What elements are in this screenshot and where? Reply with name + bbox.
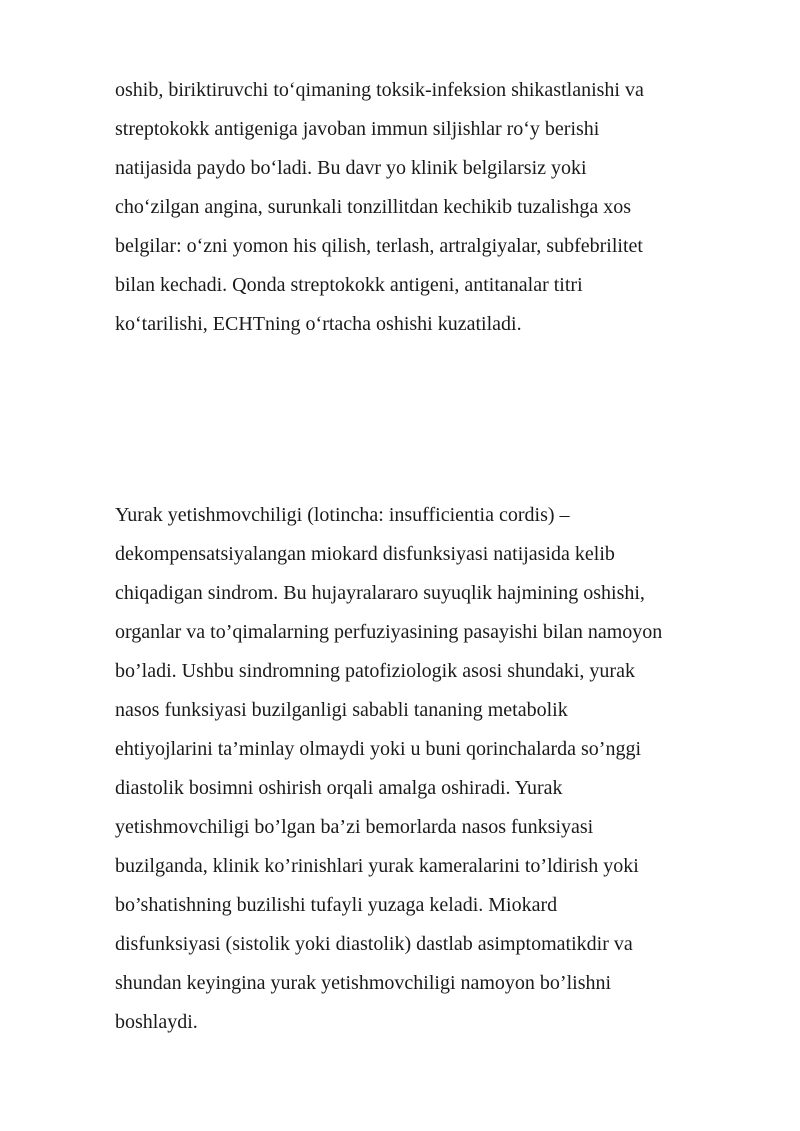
text-line: streptokokk antigeniga javoban immun siljishlar ro‘y berishi	[115, 118, 600, 140]
text-line: Yurak yetishmovchiligi (lotincha: insufficientia cordis) –	[115, 504, 570, 526]
text-line: boshlaydi.	[115, 1011, 198, 1033]
text-line: buzilganda, klinik ko’rinishlari yurak kameralarini to’ldirish yoki	[115, 855, 639, 877]
text-line: oshib, biriktiruvchi to‘qimaning toksik-infeksion shikastlanishi va	[115, 79, 644, 101]
text-line: belgilar: o‘zni yomon his qilish, terlash, artralgiyalar, subfebrilitet	[115, 235, 643, 257]
text-line: ehtiyojlarini ta’minlay olmaydi yoki u buni qorinchalarda so’nggi	[115, 738, 641, 760]
text-line: bilan kechadi. Qonda streptokokk antigeni, antitanalar titri	[115, 274, 583, 296]
text-line: natijasida paydo bo‘ladi. Bu davr yo klinik belgilarsiz yoki	[115, 157, 587, 179]
text-line: ko‘tarilishi, ECHTning o‘rtacha oshishi kuzatiladi.	[115, 313, 522, 335]
text-line: shundan keyingina yurak yetishmovchiligi namoyon bo’lishni	[115, 972, 612, 994]
text-line: cho‘zilgan angina, surunkali tonzillitdan kechikib tuzalishga xos	[115, 196, 631, 218]
text-line: organlar va to’qimalarning perfuziyasining pasayishi bilan namoyon	[115, 621, 663, 643]
text-line: disfunksiyasi (sistolik yoki diastolik) dastlab asimptomatikdir va	[115, 933, 633, 955]
text-line: bo’ladi. Ushbu sindromning patofiziologik asosi shundaki, yurak	[115, 660, 635, 682]
text-line: bo’shatishning buzilishi tufayli yuzaga keladi. Miokard	[115, 894, 558, 916]
text-line: dekompensatsiyalangan miokard disfunksiyasi natijasida kelib	[115, 543, 615, 565]
text-line: yetishmovchiligi bo’lgan ba’zi bemorlarda nasos funksiyasi	[115, 816, 594, 838]
text-line: chiqadigan sindrom. Bu hujayralararo suyuqlik hajmining oshishi,	[115, 582, 645, 604]
text-line: nasos funksiyasi buzilganligi sababli tananing metabolik	[115, 699, 568, 721]
text-line: diastolik bosimni oshirish orqali amalga oshiradi. Yurak	[115, 777, 563, 799]
